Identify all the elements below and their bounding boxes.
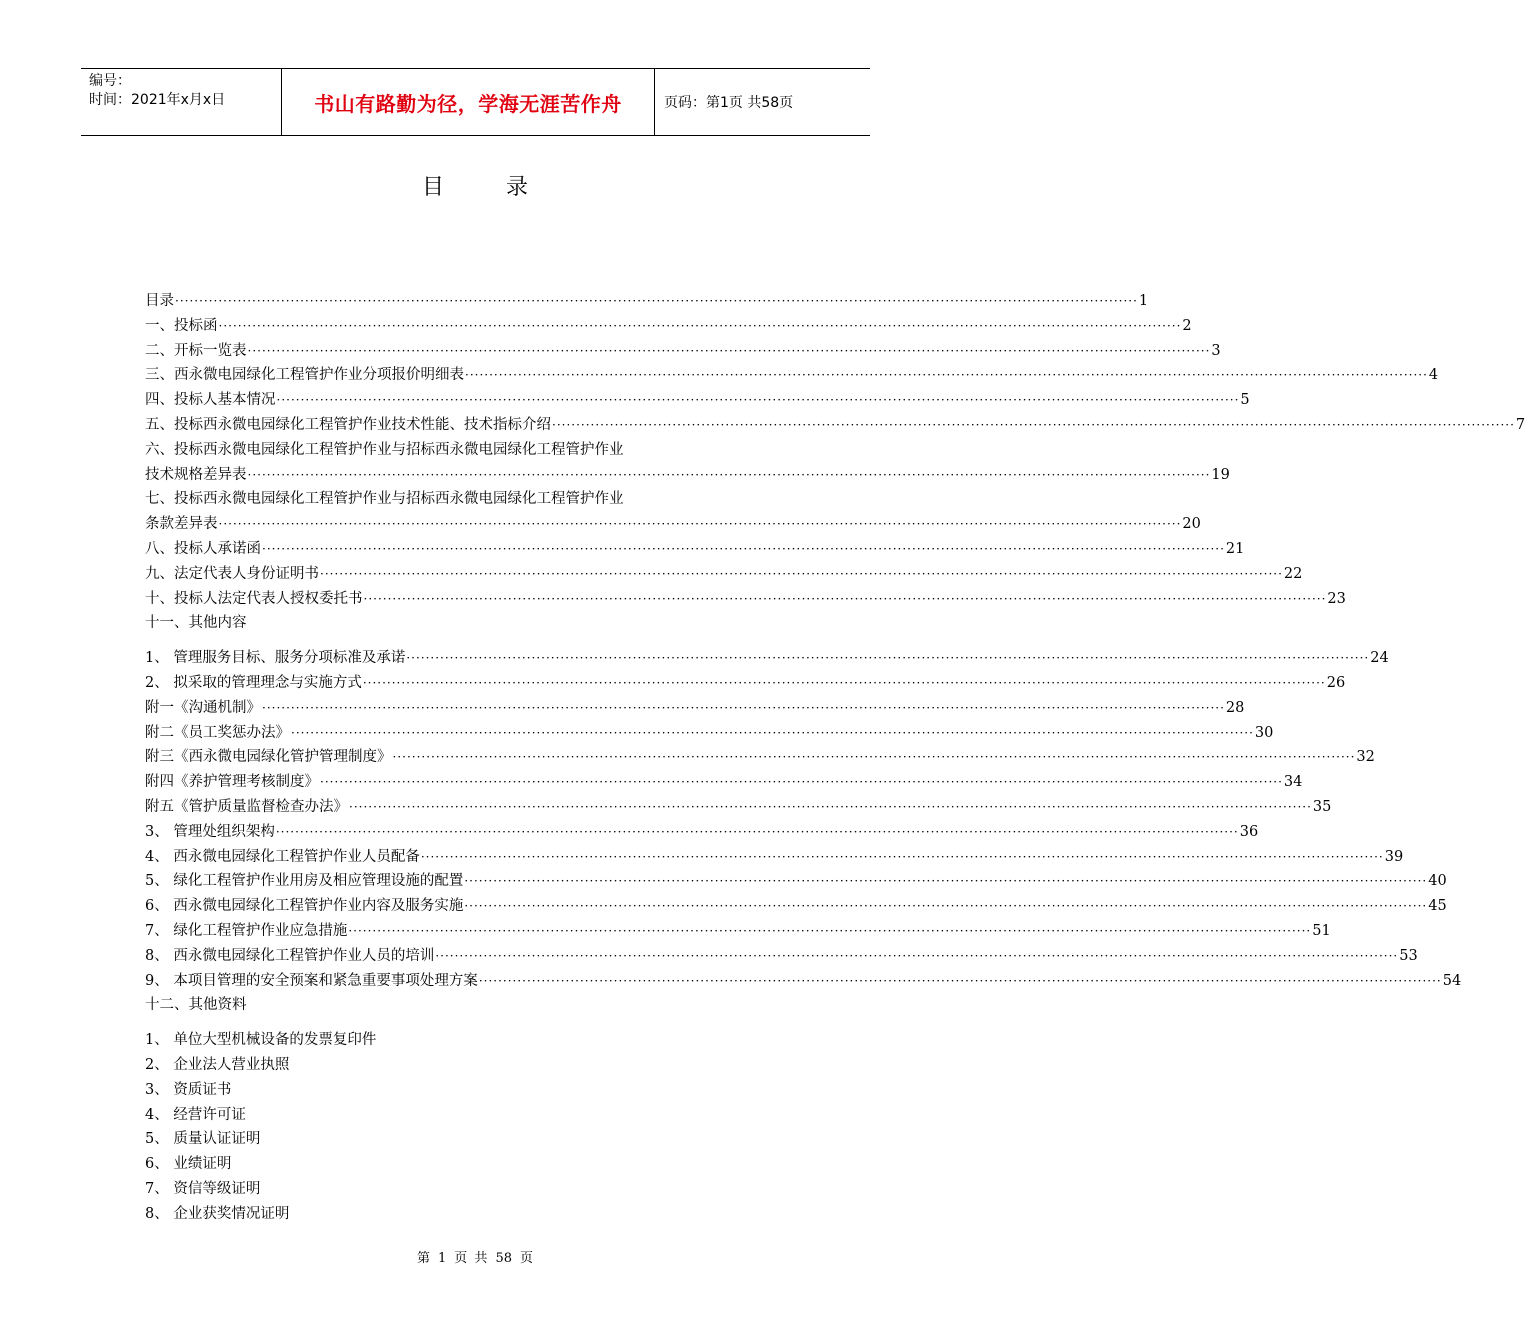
toc-entry-page: 24: [1370, 650, 1389, 667]
toc-entry: [145, 463, 1230, 488]
toc-entry: [145, 537, 1245, 562]
header-meta: [81, 69, 281, 135]
toc-entry: [145, 314, 1192, 339]
toc-gap: [145, 1018, 797, 1028]
toc-entry-page: 5: [1240, 392, 1250, 409]
toc-entry-page: 22: [1283, 565, 1303, 582]
toc-leader-dots: ········································································································································································································: [435, 948, 1399, 963]
page-title: 目录: [421, 175, 590, 200]
toc-entry: [145, 1053, 797, 1078]
toc-other-section: [145, 646, 1462, 1018]
toc-entry-label: 附五《管护质量监督检查办法》: [145, 798, 348, 815]
toc-entry-page: 19: [1211, 466, 1230, 483]
toc-leader-dots: ········································································································································································································: [348, 923, 1312, 938]
toc-entry: [145, 289, 1149, 314]
toc-entry-page: 26: [1326, 674, 1346, 691]
toc-entry-page: 36: [1239, 823, 1259, 840]
toc-entry-page: 7: [1515, 416, 1525, 433]
page-footer: [0, 1247, 950, 1266]
toc-entry-page: 39: [1384, 848, 1404, 865]
toc-entry-page: 21: [1225, 540, 1245, 557]
page-header: [81, 68, 870, 136]
toc-entry-page: 34: [1283, 774, 1303, 791]
toc-entry: [145, 1202, 797, 1227]
toc-entry: [145, 438, 797, 463]
toc-entry: [145, 1028, 797, 1053]
toc-entry: [145, 745, 1375, 770]
toc-entry: [145, 845, 1404, 870]
toc-entry: [145, 721, 1274, 746]
toc-entry: [145, 363, 1439, 388]
toc-entry-label: 七、投标西永微电园绿化工程管护作业与招标西永微电园绿化工程管护作业: [145, 491, 624, 508]
toc-leader-dots: ········································································································································································································: [320, 775, 1283, 790]
toc-entry-page: 32: [1356, 749, 1375, 766]
toc-entry-label: 三、西永微电园绿化工程管护作业分项报价明细表: [145, 367, 464, 384]
toc-entry: [145, 820, 1259, 845]
footer-suffix: 页: [519, 1251, 533, 1266]
toc-entry: [145, 969, 1462, 994]
toc-entry: [145, 795, 1332, 820]
toc-leader-dots: ········································································································································································································: [464, 874, 1428, 889]
toc-leader-dots: ········································································································································································································: [320, 566, 1283, 581]
toc-leader-dots: ········································································································································································································: [362, 675, 1326, 690]
toc-entry-page: 1: [1138, 293, 1149, 309]
toc-entry-label: 六、投标西永微电园绿化工程管护作业与招标西永微电园绿化工程管护作业: [145, 441, 624, 458]
toc-leader-dots: ········································································································································································································: [262, 700, 1225, 715]
toc-entry-label: 5、 质量认证证明: [145, 1131, 261, 1148]
toc-leader-dots: ········································································································································································································: [392, 750, 1356, 765]
toc-leader-dots: ········································································································································································································: [465, 368, 1428, 383]
toc-leader-dots: ········································································································································································································: [175, 294, 1138, 308]
footer-prefix: 第: [417, 1251, 431, 1266]
toc-entry-label: 条款差异表: [145, 516, 218, 533]
toc-entry: [145, 646, 1389, 671]
toc-entry: [145, 487, 797, 512]
toc-entry-label: 1、 管理服务目标、服务分项标准及承诺: [145, 650, 406, 667]
toc-entry-page: 45: [1428, 898, 1447, 915]
toc-leader-dots: ········································································································································································································: [406, 651, 1370, 666]
toc-entry-label: 7、 资信等级证明: [145, 1180, 261, 1197]
toc-entry-label: 附三《西永微电园绿化管护管理制度》: [145, 749, 392, 766]
toc-entry: [145, 388, 1250, 413]
toc-leader-dots: ········································································································································································································: [218, 318, 1182, 333]
toc-leader-dots: ········································································································································································································: [276, 393, 1240, 408]
toc-entry-page: 40: [1428, 873, 1447, 890]
toc-entry-page: 53: [1399, 947, 1418, 964]
toc-entry: [145, 894, 1447, 919]
toc-docs-section: [145, 1028, 797, 1226]
table-of-contents: [145, 289, 1525, 1226]
toc-leader-dots: ········································································································································································································: [363, 591, 1327, 606]
header-page-info: 页码：第1页 共58页: [664, 95, 794, 111]
toc-entry: [145, 944, 1418, 969]
toc-entry: [145, 1103, 797, 1128]
toc-entry-label: 五、投标西永微电园绿化工程管护作业技术性能、技术指标介绍: [145, 416, 551, 433]
toc-entry-label: 3、 资质证书: [145, 1081, 232, 1098]
toc-entry-label: 附一《沟通机制》: [145, 699, 261, 716]
toc-main-section: [145, 289, 1525, 636]
toc-entry: [145, 869, 1447, 894]
toc-entry-label: 9、 本项目管理的安全预案和紧急重要事项处理方案: [145, 972, 478, 989]
toc-entry-page: 30: [1254, 724, 1274, 741]
toc-entry-page: 23: [1327, 590, 1346, 607]
toc-entry-label: 4、 经营许可证: [145, 1106, 246, 1123]
toc-leader-dots: ········································································································································································································: [275, 824, 1239, 839]
footer-mid: 页 共: [454, 1251, 488, 1266]
toc-entry: [145, 339, 1221, 364]
toc-entry-label: 九、法定代表人身份证明书: [145, 565, 319, 582]
toc-entry-page: 3: [1211, 342, 1221, 359]
date-label: 时间：2021年x月x日: [89, 92, 226, 108]
toc-entry-label: 技术规格差异表: [145, 466, 247, 483]
toc-entry: [145, 562, 1303, 587]
toc-entry-page: 20: [1182, 516, 1201, 533]
toc-entry-label: 7、 绿化工程管护作业应急措施: [145, 922, 348, 939]
toc-entry-page: 28: [1225, 699, 1245, 716]
toc-leader-dots: ········································································································································································································: [420, 849, 1384, 864]
header-motto: 书山有路勤为径，学海无涯苦作舟: [281, 69, 655, 135]
toc-entry-label: 4、 西永微电园绿化工程管护作业人员配备: [145, 848, 420, 865]
toc-entry-label: 十、投标人法定代表人授权委托书: [145, 590, 363, 607]
toc-entry: [145, 611, 797, 636]
toc-entry-label: 十二、其他资料: [145, 997, 247, 1014]
toc-entry-label: 1、 单位大型机械设备的发票复印件: [145, 1032, 377, 1049]
toc-entry-page: 4: [1428, 367, 1439, 384]
toc-leader-dots: ········································································································································································································: [218, 517, 1182, 532]
toc-entry-label: 附二《员工奖惩办法》: [145, 724, 290, 741]
toc-entry-label: 8、 西永微电园绿化工程管护作业人员的培训: [145, 947, 435, 964]
toc-entry: [145, 671, 1346, 696]
toc-entry-label: 一、投标函: [145, 317, 218, 334]
toc-entry: [145, 413, 1525, 438]
toc-entry: [145, 587, 1346, 612]
toc-entry-label: 2、 企业法人营业执照: [145, 1056, 290, 1073]
toc-entry-page: 2: [1182, 317, 1192, 334]
toc-entry: [145, 1127, 797, 1152]
toc-entry: [145, 1152, 797, 1177]
toc-leader-dots: ········································································································································································································: [291, 725, 1254, 740]
toc-entry: [145, 919, 1331, 944]
toc-entry-label: 2、 拟采取的管理理念与实施方式: [145, 674, 362, 691]
toc-entry: [145, 770, 1303, 795]
toc-leader-dots: ········································································································································································································: [262, 541, 1225, 556]
toc-gap: [145, 636, 797, 646]
toc-entry: [145, 993, 797, 1018]
serial-label: 编号：: [89, 73, 131, 89]
toc-entry: [145, 1177, 797, 1202]
toc-leader-dots: ········································································································································································································: [464, 899, 1428, 914]
toc-leader-dots: ········································································································································································································: [478, 973, 1442, 988]
footer-total-pages: 58: [495, 1251, 512, 1266]
toc-entry: [145, 696, 1245, 721]
toc-entry-page: 35: [1312, 798, 1332, 815]
footer-page-number: 1: [438, 1251, 447, 1266]
toc-entry-label: 四、投标人基本情况: [145, 392, 276, 409]
toc-leader-dots: ········································································································································································································: [349, 799, 1312, 814]
toc-entry-label: 十一、其他内容: [145, 615, 247, 632]
toc-entry-label: 8、 企业获奖情况证明: [145, 1205, 290, 1222]
toc-entry-page: 51: [1312, 922, 1331, 939]
toc-entry: [145, 512, 1201, 537]
toc-entry-label: 6、 西永微电园绿化工程管护作业内容及服务实施: [145, 898, 464, 915]
toc-entry-label: 附四《养护管理考核制度》: [145, 774, 319, 791]
toc-entry-page: 54: [1442, 972, 1462, 989]
toc-entry-label: 目录: [145, 293, 174, 309]
toc-entry-label: 5、 绿化工程管护作业用房及相应管理设施的配置: [145, 873, 464, 890]
toc-leader-dots: ········································································································································································································: [247, 343, 1211, 358]
toc-entry-label: 6、 业绩证明: [145, 1156, 232, 1173]
toc-leader-dots: ········································································································································································································: [552, 417, 1515, 432]
toc-leader-dots: ········································································································································································································: [247, 467, 1211, 482]
toc-entry-label: 3、 管理处组织架构: [145, 823, 275, 840]
toc-entry-label: 八、投标人承诺函: [145, 540, 261, 557]
toc-entry: [145, 1078, 797, 1103]
toc-entry-label: 二、开标一览表: [145, 342, 247, 359]
